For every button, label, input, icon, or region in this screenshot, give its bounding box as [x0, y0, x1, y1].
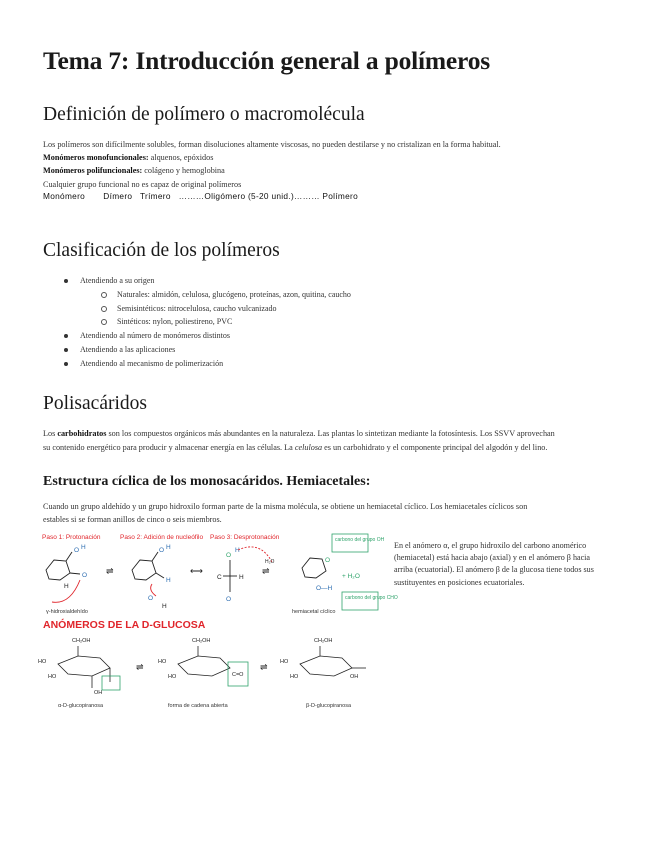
hemiacetal-mechanism-diagram — [40, 530, 398, 620]
bullet-icon — [64, 334, 68, 338]
svg-text:O: O — [226, 596, 232, 603]
section-heading-definicion: Definición de polímero o macromolécula — [43, 104, 365, 125]
svg-text:OH: OH — [350, 674, 359, 680]
svg-text:H: H — [81, 544, 86, 551]
svg-text:H: H — [235, 547, 240, 554]
polifuncionales-label: Monómeros polifuncionales: — [43, 166, 143, 175]
polifuncionales-line — [43, 164, 225, 178]
cyclic-hemiacetal-molecule — [302, 558, 326, 578]
svg-text:O: O — [226, 552, 232, 559]
svg-text:C=O: C=O — [232, 672, 244, 678]
list-subitem: Naturales: almidón, celulosa, glucógeno, proteínas, azon, quitina, caucho — [101, 290, 351, 299]
beta-caption: β-D-glucopiranosa — [306, 703, 352, 709]
alpha-caption: α-D-glucopiranosa — [58, 703, 104, 709]
svg-text:HO: HO — [168, 674, 177, 680]
hemiacetal-caption: hemiacetal cíclico — [292, 609, 336, 615]
svg-text:⇌: ⇌ — [262, 566, 270, 576]
hollow-bullet-icon — [101, 292, 107, 298]
alpha-anomeric-box — [102, 676, 120, 690]
paragraph-carbohidratos-2: su contenido energético para producir y almacenar energía en las células. La celulosa es un carbohidrato y el componente principal del algodón y del lino. — [43, 443, 548, 452]
svg-text:HO: HO — [290, 674, 299, 680]
polifuncionales-text: colágeno y hemoglobina — [142, 166, 225, 175]
oxonium-molecule — [223, 560, 237, 592]
svg-text:CH₂OH: CH₂OH — [314, 638, 333, 644]
bullet-icon — [64, 279, 68, 283]
svg-text:O: O — [148, 595, 154, 602]
section-heading-clasificacion: Clasificación de los polímeros — [43, 240, 280, 261]
svg-text:OH: OH — [94, 690, 103, 696]
anomeros-title: ANÓMEROS DE LA D-GLUCOSA — [43, 619, 206, 631]
step3-label: Paso 3: Desprotonación — [210, 534, 280, 541]
bullet-icon — [64, 362, 68, 366]
monofuncionales-label: Monómeros monofuncionales: — [43, 153, 149, 162]
svg-text:O—H: O—H — [316, 585, 333, 592]
section-heading-hemiacetales: Estructura cíclica de los monosacáridos. Hemiacetales: — [43, 474, 371, 489]
list-subitem: Semisintéticos: nitrocelulosa, caucho vulcanizado — [101, 304, 277, 313]
svg-text:H: H — [239, 574, 244, 581]
open-chain-caption: forma de cadena abierta — [168, 703, 228, 709]
svg-text:CH₂OH: CH₂OH — [192, 638, 211, 644]
svg-text:O: O — [82, 572, 88, 579]
paragraph-carbohidratos-1: Los carbohidratos son los compuestos orgánicos más abundantes en la naturaleza. Las plantas lo sintetizan mediante la fotosíntesis. Los SSVV aprovechan — [43, 429, 555, 438]
svg-text:H₂O: H₂O — [265, 559, 275, 565]
paragraph-hemiacetal-1: Cuando un grupo aldehído y un grupo hidroxilo forman parte de la misma molécula, se obtiene un hemiacetal cíclico. Los hemiacetales cíclicos son — [43, 502, 528, 511]
svg-text:HO: HO — [158, 659, 167, 665]
svg-text:HO: HO — [38, 659, 47, 665]
list-item: Atendiendo al mecanismo de polimerización — [64, 359, 223, 368]
svg-text:⇌: ⇌ — [260, 662, 268, 672]
bullet-icon — [64, 348, 68, 352]
svg-text:⟷: ⟷ — [190, 566, 203, 576]
paragraph-polymers-properties: Los polímeros son difícilmente solubles, forman disoluciones altamente viscosas, no pueden destilarse y no cristalizan en la forma habitual. — [43, 140, 501, 149]
glucose-anomers-diagram — [38, 632, 368, 710]
monofuncionales-text: alquenos, epóxidos — [148, 153, 214, 162]
svg-text:H: H — [166, 544, 171, 551]
step2-label: Paso 2: Adición de nucleófilo — [120, 534, 204, 541]
list-item: Atendiendo al número de monómeros distintos — [64, 331, 230, 340]
page-title: Tema 7: Introducción general a polímeros — [43, 46, 490, 75]
svg-text:H: H — [166, 577, 171, 584]
open-chain-glucose-structure — [178, 646, 230, 676]
box-bottom-label: carbono del grupo CHO — [345, 595, 398, 601]
svg-text:O: O — [159, 547, 165, 554]
svg-text:H: H — [162, 603, 167, 610]
svg-text:C: C — [217, 574, 222, 581]
list-item: Atendiendo a las aplicaciones — [64, 345, 175, 354]
anomer-explanation: En el anómero α, el grupo hidroxilo del carbono anomérico (hemiacetal) está hacia abajo (axial) y en el anómero β hacia arriba (ecuatorial). El anómero β de la glucosa tiene todos sus sustituyentes en posiciones ecuatoriales. — [394, 541, 594, 587]
section-heading-polisacaridos: Polisacáridos — [43, 393, 147, 414]
plus-water: + H₂O — [342, 573, 360, 580]
svg-text:⇌: ⇌ — [136, 662, 144, 672]
protonated-molecule — [132, 552, 164, 580]
paragraph-hemiacetal-2: estables si se forman anillos de cinco o seis miembros. — [43, 515, 222, 524]
beta-glucopyranose-structure — [300, 646, 366, 676]
svg-text:CH₂OH: CH₂OH — [72, 638, 91, 644]
svg-text:H: H — [64, 583, 69, 590]
list-item: Atendiendo a su origen — [64, 276, 154, 285]
svg-text:O: O — [325, 557, 331, 564]
monofuncionales-line — [43, 151, 213, 165]
hydroxyaldehyde-molecule — [46, 552, 80, 580]
grupo-funcional-line: Cualquier grupo funcional no es capaz de original polímeros — [43, 180, 242, 189]
svg-text:O: O — [74, 547, 80, 554]
svg-text:HO: HO — [48, 674, 57, 680]
hydroxyaldehyde-caption: γ-hidroxialdehído — [46, 609, 88, 615]
list-subitem: Sintéticos: nylon, poliestireno, PVC — [101, 317, 232, 326]
step1-label: Paso 1: Protonación — [42, 534, 101, 541]
hollow-bullet-icon — [101, 319, 107, 325]
box-top-label: carbono del grupo OH — [335, 537, 385, 543]
hollow-bullet-icon — [101, 306, 107, 312]
svg-text:⇌: ⇌ — [106, 566, 114, 576]
svg-text:HO: HO — [280, 659, 289, 665]
polymer-sequence: Monómero Dímero Trímero ………Oligómero (5-20 unid.)……… Polímero — [43, 191, 358, 201]
